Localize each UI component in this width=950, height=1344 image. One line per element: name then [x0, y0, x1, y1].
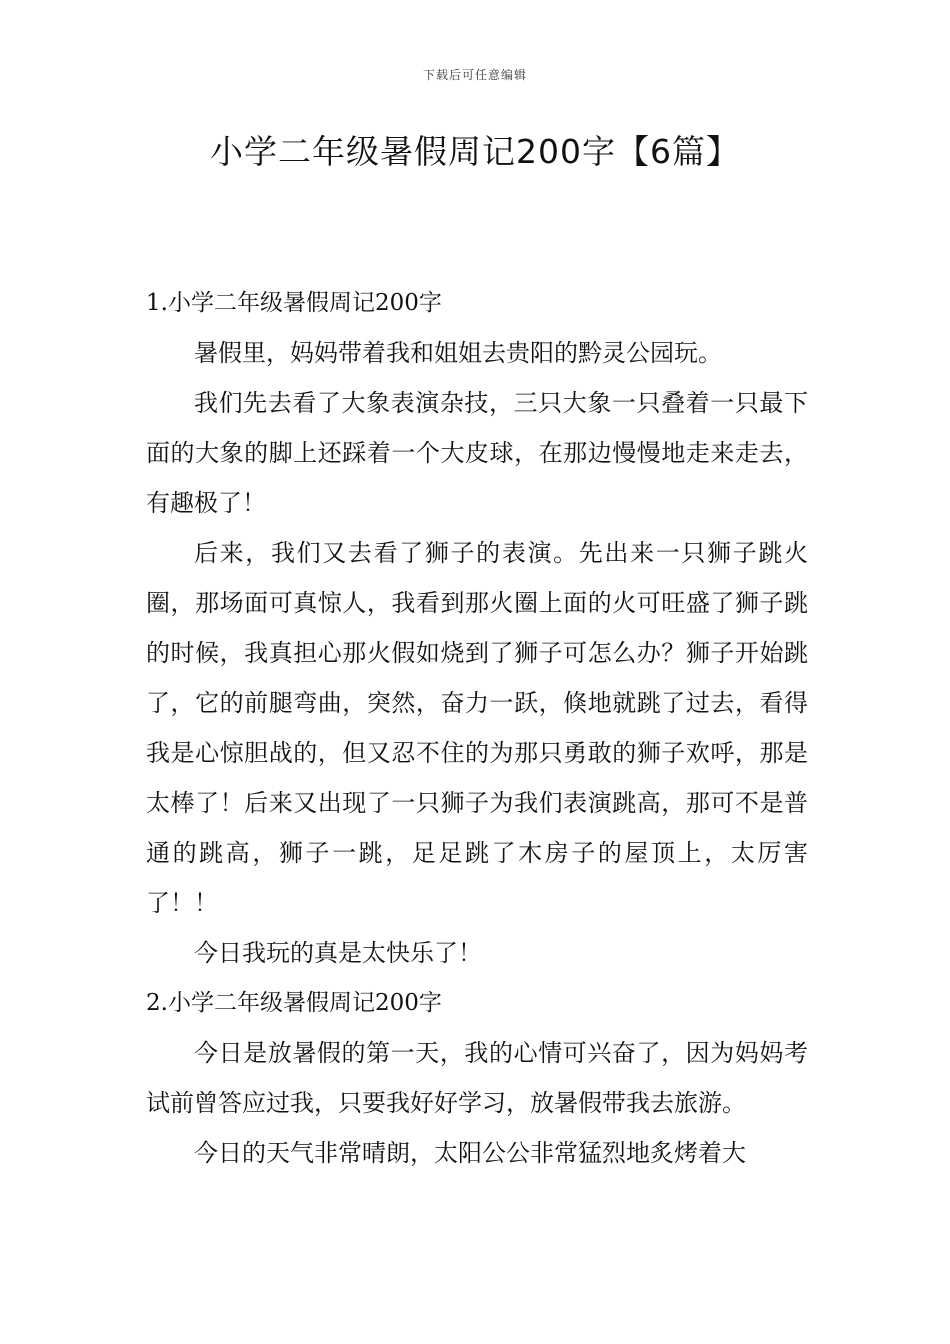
paragraph: 我们先去看了大象表演杂技，三只大象一只叠着一只最下面的大象的脚上还踩着一个大皮球，在那边慢慢地走来走去，有趣极了！ [146, 389, 808, 517]
header-note: 下载后可任意编辑 [422, 68, 527, 82]
paragraph: 今日是放暑假的第一天，我的心情可兴奋了，因为妈妈考试前曾答应过我，只要我好好学习，放暑假带我去旅游。 [146, 1039, 808, 1117]
section-heading: 1.小学二年级暑假周记200字 [146, 290, 442, 316]
paragraph: 暑假里，妈妈带着我和姐姐去贵阳的黔灵公园玩。 [194, 339, 722, 367]
paragraph: 今日的天气非常晴朗，太阳公公非常猛烈地炙烤着大 [194, 1139, 746, 1167]
document-body [146, 278, 808, 1178]
paragraph: 后来，我们又去看了狮子的表演。先出来一只狮子跳火圈，那场面可真惊人，我看到那火圈上面的火可旺盛了狮子跳的时候，我真担心那火假如烧到了狮子可怎么办？狮子开始跳了，它的前腿弯曲，突然，奋力一跃，倏地就跳了过去，看得我是心惊胆战的，但又忍不住的为那只勇敢的狮子欢呼，那是太棒了！后来又出现了一只狮子为我们表演跳高，那可不是普通的跳高，狮子一跳，足足跳了木房子的屋顶上，太厉害了！！ [146, 539, 808, 917]
section-heading: 2.小学二年级暑假周记200字 [146, 990, 442, 1016]
paragraph: 今日我玩的真是太快乐了！ [194, 939, 482, 967]
page-title: 小学二年级暑假周记200字【6篇】 [210, 132, 740, 171]
section-2 [146, 978, 808, 1178]
section-1 [146, 278, 808, 978]
